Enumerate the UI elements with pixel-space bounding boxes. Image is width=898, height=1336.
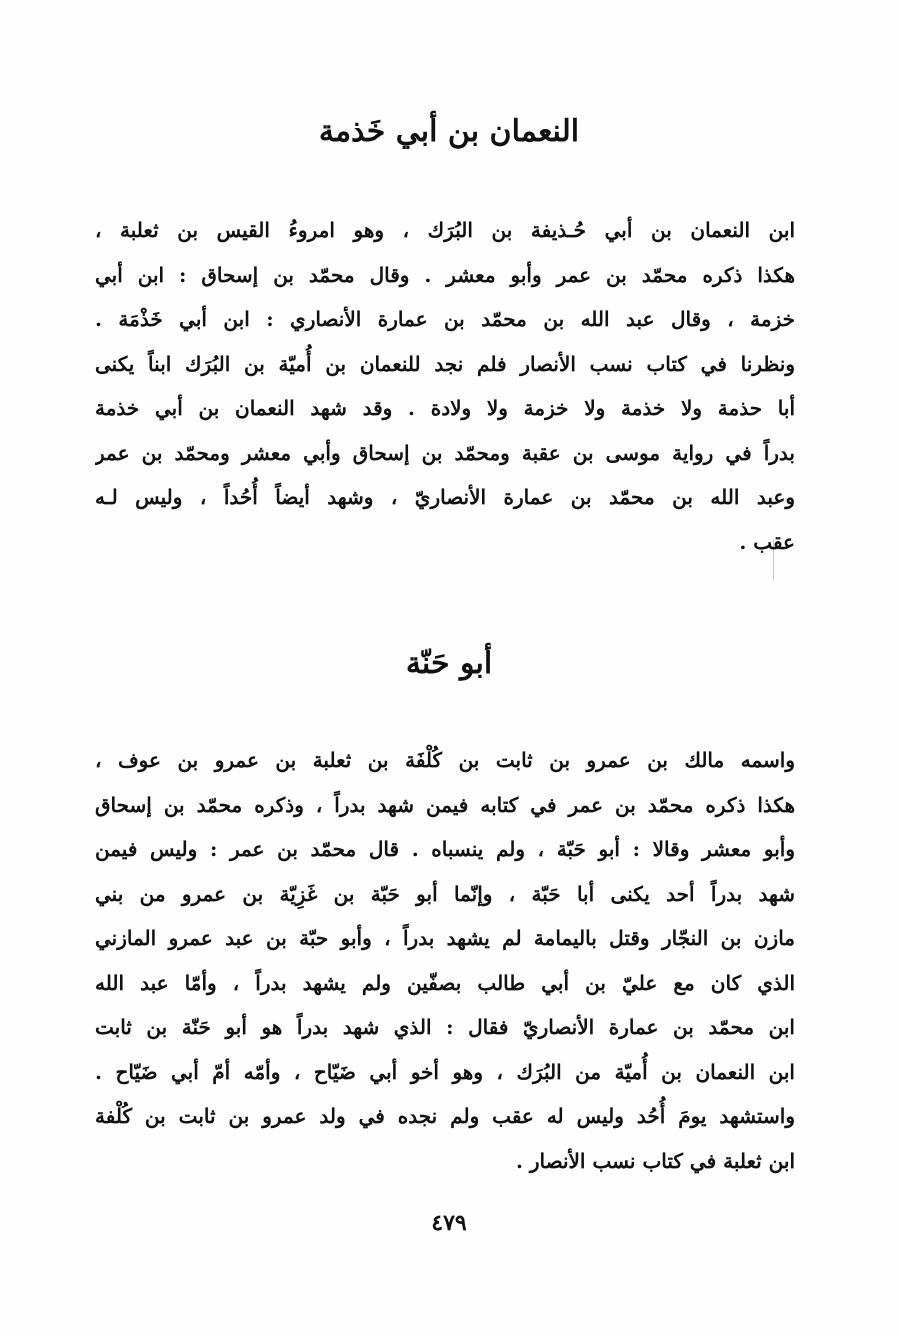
section-title-nuaman: النعمان بن أبي خَذمة	[318, 114, 580, 149]
text-line: هكذا ذكره محمّد بن عمر وأبو معشر . وقال محمّد بن إسحاق : ابن أبي	[95, 262, 795, 287]
text-line: الذي كان مع عليّ بن أبي طالب بصفّين ولم يشهد بدراً ، وأمّا عبد الله	[95, 970, 795, 995]
text-line: واسمه مالك بن عمرو بن ثابت بن كُلْفَة بن ثعلبة بن عمرو بن عوف ،	[95, 748, 795, 772]
text-line: شهد بدراً أحد يكنى أبا حَبّة ، وإنّما أبو حَبّة بن غَزِيّة بن عمرو من بني	[95, 881, 795, 906]
page-number: ٤٧٩	[431, 1210, 467, 1236]
text-line: ابن النعمان بن أُميّة من البُرَك ، وهو أخو أبي ضَيّاح ، وأمّه أمّ أبي ضَيّاح .	[95, 1059, 795, 1084]
text-line: عقب .	[739, 529, 795, 554]
text-line: مازن بن النجّار وقتل باليمامة لم يشهد بدراً ، وأبو حبّة بن عبد عمرو المازني	[95, 926, 795, 950]
section-title-abu-hanna: أبو حَنّة	[405, 646, 493, 681]
text-line: واستشهد يومَ أُحُد وليس له عقب ولم نجده في ولد عمرو بن ثابت بن كُلْفة	[95, 1104, 795, 1128]
text-line: خزمة ، وقال عبد الله بن محمّد بن عمارة الأنصاري : ابن أبي خَذْمَة .	[95, 307, 795, 331]
text-line: هكذا ذكره محمّد بن عمر في كتابه فيمن شهد بدراً ، وذكره محمّد بن إسحاق	[95, 792, 795, 817]
text-line: ابن النعمان بن أبي حُـذيفة بن البُرَك ، وهو امروءُ القيس بن ثعلبة ،	[95, 218, 795, 242]
text-line: بدراً في رواية موسى بن عقبة ومحمّد بن إسحاق وأبي معشر ومحمّد بن عمر	[95, 440, 795, 465]
text-line: ونظرنا في كتاب نسب الأنصار فلم نجد للنعمان بن أُميّة بن البُرَك ابناً يكنى	[95, 351, 795, 376]
text-line: وأبو معشر وقالا : أبو حَبّة ، ولم ينسباه . قال محمّد بن عمر : وليس فيمن	[95, 837, 795, 861]
text-line: ابن ثعلبة في كتاب نسب الأنصار .	[515, 1148, 795, 1173]
text-line: وعبد الله بن محمّد بن عمارة الأنصاريّ ، وشهد أيضاً أُحُداً ، وليس لـه	[95, 485, 795, 509]
text-line: أبا حذمة ولا خذمة ولا خزمة ولا ولادة . وقد شهد النعمان بن أبي خذمة	[95, 396, 795, 420]
section-body-nuaman	[95, 208, 795, 564]
text-line: ابن محمّد بن عمارة الأنصاريّ فقال : الذي شهد بدراً هو أبو حَنّة بن ثابت	[95, 1015, 795, 1039]
section-body-abu-hanna	[95, 738, 795, 1183]
